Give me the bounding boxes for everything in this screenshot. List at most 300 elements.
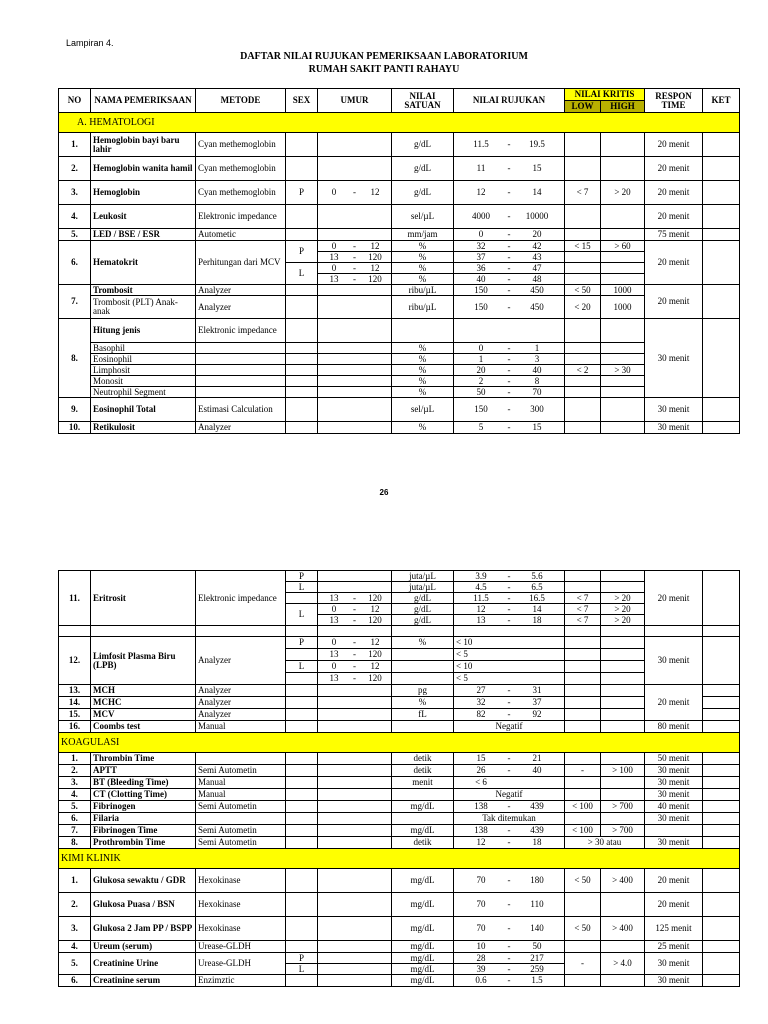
critical-low: < 15	[565, 241, 601, 252]
table-row	[59, 422, 740, 434]
reference-range	[454, 398, 565, 422]
critical-high	[601, 252, 645, 263]
table-row	[59, 343, 740, 354]
age-range	[318, 571, 392, 582]
age-range	[318, 319, 392, 343]
age-to: 12	[370, 240, 380, 251]
table-row	[59, 181, 740, 205]
reference-range: Tak ditemukan	[454, 813, 565, 825]
reference-range: Negatif	[454, 721, 565, 733]
reference-range	[454, 975, 565, 987]
unit: g/dL	[392, 133, 454, 157]
sex	[286, 893, 318, 917]
section-row	[59, 113, 740, 133]
range-dash: -	[507, 353, 511, 364]
table-row	[59, 975, 740, 987]
range-dash: -	[507, 899, 511, 909]
range-high-value: 110	[530, 899, 544, 909]
unit: %	[392, 263, 454, 274]
method: Elektronic impedance	[196, 205, 286, 229]
response-time: 25 menit	[645, 941, 703, 953]
response-time: 20 menit	[645, 869, 703, 893]
critical-high: > 700	[601, 801, 645, 813]
critical-high	[601, 263, 645, 274]
ket	[703, 917, 740, 941]
critical-low	[565, 709, 601, 721]
unit	[392, 789, 454, 801]
table-row	[59, 789, 740, 801]
critical-high: 1000	[601, 296, 645, 319]
method: Analyzer	[196, 422, 286, 434]
exam-name: Basophil	[91, 343, 196, 354]
document-title: DAFTAR NILAI RUJUKAN PEMERIKSAAN LABORATORIUM	[240, 51, 528, 62]
range-low-value: 0	[478, 342, 484, 353]
range-low-value: 13	[476, 614, 486, 625]
header-sex: SEX	[286, 89, 318, 113]
critical-values: > 30 atau	[565, 837, 645, 849]
table-row	[59, 398, 740, 422]
critical-low: < 50	[565, 285, 601, 296]
reference-range	[454, 285, 565, 296]
method: Analyzer	[196, 637, 286, 685]
age-from: 0	[331, 661, 337, 671]
range-dash: -	[507, 581, 511, 592]
unit: fL	[392, 709, 454, 721]
age-dash: -	[353, 673, 356, 683]
range-dash: -	[507, 404, 511, 414]
ket	[703, 789, 740, 801]
ket	[703, 777, 740, 789]
method: Semi Autometin	[196, 801, 286, 813]
row-number: 4.	[59, 205, 91, 229]
age-from: 13	[329, 673, 339, 683]
response-time: 30 menit	[645, 953, 703, 975]
critical-high	[601, 157, 645, 181]
range-high-value: 450	[530, 301, 544, 312]
unit: mg/dL	[392, 917, 454, 941]
age-dash: -	[353, 637, 356, 647]
exam-name: Glukosa 2 Jam PP / BSPP	[91, 917, 196, 941]
header-low: LOW	[565, 101, 601, 113]
sex	[286, 685, 318, 697]
critical-low	[565, 893, 601, 917]
sex	[286, 296, 318, 319]
age-range	[318, 376, 392, 387]
table-row	[59, 709, 740, 721]
method	[196, 365, 286, 376]
document-subtitle: RUMAH SAKIT PANTI RAHAYU	[308, 64, 460, 75]
range-low-value: 36	[476, 262, 486, 273]
critical-low	[565, 387, 601, 398]
range-low-value: 70	[476, 899, 486, 909]
response-time: 125 menit	[645, 917, 703, 941]
age-range	[318, 917, 392, 941]
unit: mg/dL	[392, 801, 454, 813]
row-number: 8.	[59, 837, 91, 849]
ket	[703, 893, 740, 917]
critical-low	[565, 157, 601, 181]
reference-range	[454, 229, 565, 241]
reference-range	[454, 582, 565, 593]
unit: mg/dL	[392, 893, 454, 917]
range-dash: -	[507, 753, 511, 763]
age-range	[318, 813, 392, 825]
range-low-value: < 6	[475, 777, 487, 787]
range-low-value: 39	[476, 963, 486, 974]
response-time: 20 menit	[645, 157, 703, 181]
row-number: 14.	[59, 697, 91, 709]
range-low-value: 4.5	[475, 581, 487, 592]
table-row	[59, 801, 740, 813]
critical-high: > 4.0	[601, 953, 645, 975]
range-high-value: 439	[530, 801, 544, 811]
age-to: 120	[368, 673, 382, 683]
critical-high	[601, 274, 645, 285]
header-no: NO	[59, 89, 91, 113]
reference-range	[454, 709, 565, 721]
sex: L	[286, 263, 318, 285]
response-time	[645, 825, 703, 837]
table-row	[59, 365, 740, 376]
range-dash: -	[507, 375, 511, 386]
response-time: 20 menit	[645, 285, 703, 319]
unit: sel/µL	[392, 398, 454, 422]
critical-low	[565, 571, 601, 582]
age-from: 0	[331, 603, 337, 614]
sex	[286, 398, 318, 422]
table-row	[59, 777, 740, 789]
critical-high	[601, 571, 645, 582]
unit: mm/jam	[392, 229, 454, 241]
range-high-value	[514, 778, 560, 787]
method: Hexokinase	[196, 869, 286, 893]
unit: menit	[392, 777, 454, 789]
range-dash: -	[507, 685, 511, 695]
row-number: 3.	[59, 777, 91, 789]
critical-low	[565, 975, 601, 987]
age-range	[318, 941, 392, 953]
range-high-value: 19.5	[529, 139, 545, 149]
row-number: 4.	[59, 941, 91, 953]
age-to: 12	[370, 661, 380, 671]
range-dash: -	[507, 422, 511, 432]
critical-low	[565, 685, 601, 697]
method	[196, 354, 286, 365]
range-low-value: 70	[476, 875, 486, 885]
sex	[286, 387, 318, 398]
age-range	[318, 789, 392, 801]
exam-name: Filaria	[91, 813, 196, 825]
ket	[703, 765, 740, 777]
range-high-value: 180	[530, 875, 544, 885]
reference-range	[454, 869, 565, 893]
critical-high	[601, 626, 645, 637]
table-row	[59, 157, 740, 181]
table-row	[59, 697, 740, 709]
range-low-value: 10	[476, 941, 486, 951]
critical-high: > 20	[601, 615, 645, 626]
ket	[703, 697, 740, 709]
ket	[703, 422, 740, 434]
method: Hexokinase	[196, 917, 286, 941]
critical-low	[565, 263, 601, 274]
critical-low	[565, 697, 601, 709]
exam-name: Eritrosit	[91, 571, 196, 626]
range-dash: -	[507, 923, 511, 933]
sex	[286, 917, 318, 941]
critical-low	[565, 133, 601, 157]
unit: mg/dL	[392, 869, 454, 893]
table-row	[59, 953, 740, 964]
critical-low	[565, 789, 601, 801]
exam-name: Limphosit	[91, 365, 196, 376]
exam-name: Trombosit	[91, 285, 196, 296]
range-low-value: 12	[476, 603, 486, 614]
range-dash: -	[507, 709, 511, 719]
ket	[703, 229, 740, 241]
range-high-value: 21	[532, 753, 542, 763]
age-range	[318, 296, 392, 319]
response-time: 75 menit	[645, 229, 703, 241]
ket	[703, 753, 740, 765]
method: Perhitungan dari MCV	[196, 241, 286, 285]
method: Urease-GLDH	[196, 941, 286, 953]
reference-range: < 5	[454, 649, 565, 661]
reference-range	[454, 422, 565, 434]
critical-high	[601, 893, 645, 917]
reference-range: < 10	[454, 637, 565, 649]
age-range	[318, 343, 392, 354]
reference-range	[454, 917, 565, 941]
unit	[392, 649, 454, 661]
age-to: 12	[370, 187, 380, 197]
reference-range	[454, 953, 565, 964]
age-from: 0	[331, 637, 337, 647]
ket	[703, 825, 740, 837]
unit: g/dL	[392, 604, 454, 615]
sex	[286, 975, 318, 987]
sex: L	[286, 964, 318, 975]
age-range	[318, 205, 392, 229]
critical-low	[565, 422, 601, 434]
exam-name: Thrombin Time	[91, 753, 196, 765]
critical-high	[601, 649, 645, 661]
header-ket: KET	[703, 89, 740, 113]
header-kritis: NILAI KRITIS	[565, 89, 645, 101]
critical-high	[601, 789, 645, 801]
critical-high: 1000	[601, 285, 645, 296]
response-time: 30 menit	[645, 789, 703, 801]
range-high-value: 300	[530, 404, 544, 414]
table-row	[59, 637, 740, 649]
table-row	[59, 685, 740, 697]
row-number: 5.	[59, 229, 91, 241]
lampiran-label: Lampiran 4.	[66, 38, 114, 48]
sex	[286, 626, 318, 637]
exam-name: Creatinine serum	[91, 975, 196, 987]
range-high-value: 439	[530, 825, 544, 835]
critical-low: < 2	[565, 365, 601, 376]
reference-range	[454, 615, 565, 626]
ket	[703, 285, 740, 319]
header-rujukan: NILAI RUJUKAN	[454, 89, 565, 113]
age-range	[318, 422, 392, 434]
unit: %	[392, 376, 454, 387]
range-high-value: 20	[532, 229, 542, 239]
exam-name: Retikulosit	[91, 422, 196, 434]
critical-low	[565, 582, 601, 593]
response-time: 40 menit	[645, 801, 703, 813]
range-dash: -	[507, 975, 511, 985]
range-high-value: 31	[532, 685, 542, 695]
critical-low: < 7	[565, 604, 601, 615]
age-range	[318, 685, 392, 697]
section-title: A. HEMATOLOGI	[59, 113, 740, 133]
unit: detik	[392, 753, 454, 765]
critical-high: > 30	[601, 365, 645, 376]
sex	[286, 721, 318, 733]
age-range	[318, 615, 392, 626]
exam-name: Ureum (serum)	[91, 941, 196, 953]
unit: juta/µL	[392, 582, 454, 593]
sex	[286, 789, 318, 801]
critical-low	[565, 941, 601, 953]
unit: mg/dL	[392, 953, 454, 964]
reference-range	[454, 274, 565, 285]
reference-range	[454, 801, 565, 813]
ket	[703, 626, 740, 637]
table-row	[59, 229, 740, 241]
table-row	[59, 285, 740, 296]
unit: juta/µL	[392, 571, 454, 582]
sex	[286, 765, 318, 777]
range-dash: -	[507, 240, 511, 251]
reference-range	[454, 765, 565, 777]
critical-high: > 20	[601, 604, 645, 615]
sex	[286, 354, 318, 365]
row-number: 15.	[59, 709, 91, 721]
range-high-value: 1.5	[531, 975, 543, 985]
range-low-value: 150	[474, 301, 488, 312]
response-time: 80 menit	[645, 721, 703, 733]
unit: %	[392, 354, 454, 365]
lab-reference-table-page2	[58, 570, 740, 987]
range-high-value: 37	[532, 697, 542, 707]
range-low-value: 11.5	[473, 592, 489, 603]
method: Manual	[196, 777, 286, 789]
ket	[703, 398, 740, 422]
age-range	[318, 354, 392, 365]
range-high-value: 450	[530, 284, 544, 295]
critical-high	[601, 229, 645, 241]
critical-high: > 400	[601, 917, 645, 941]
sex: P	[286, 953, 318, 964]
method: Analyzer	[196, 285, 286, 296]
range-low-value: 40	[476, 273, 486, 284]
age-dash: -	[353, 273, 356, 284]
response-time: 20 menit	[645, 571, 703, 626]
critical-high	[601, 661, 645, 673]
ket	[703, 571, 740, 626]
unit: %	[392, 697, 454, 709]
sex	[286, 697, 318, 709]
age-range	[318, 825, 392, 837]
exam-name: Glukosa sewaktu / GDR	[91, 869, 196, 893]
range-dash: -	[507, 837, 511, 847]
range-high-value: 5.6	[531, 570, 543, 581]
unit	[392, 319, 454, 343]
row-number: 12.	[59, 637, 91, 685]
age-from: 13	[329, 649, 339, 659]
range-low-value: 20	[476, 364, 486, 375]
range-low-value: 82	[476, 709, 486, 719]
range-dash: -	[507, 342, 511, 353]
method: Cyan methemoglobin	[196, 181, 286, 205]
row-number: 8.	[59, 319, 91, 398]
sex	[286, 825, 318, 837]
range-low-value: 150	[474, 404, 488, 414]
range-high-value: 1	[534, 342, 540, 353]
age-range	[318, 241, 392, 252]
age-from: 13	[329, 614, 339, 625]
ket	[703, 241, 740, 285]
ket	[703, 133, 740, 157]
method: Manual	[196, 789, 286, 801]
sex: P	[286, 637, 318, 649]
sex	[286, 837, 318, 849]
range-low-value: 5	[478, 422, 484, 432]
sex	[286, 869, 318, 893]
critical-high	[601, 975, 645, 987]
reference-range	[454, 354, 565, 365]
method	[196, 343, 286, 354]
critical-high: > 20	[601, 181, 645, 205]
sex: P	[286, 181, 318, 205]
method: Analyzer	[196, 709, 286, 721]
exam-name: Fibrinogen Time	[91, 825, 196, 837]
section-title: KOAGULASI	[59, 733, 740, 753]
sex	[286, 365, 318, 376]
age-range	[318, 582, 392, 593]
age-range	[318, 387, 392, 398]
critical-high	[601, 133, 645, 157]
sex: L	[286, 661, 318, 673]
method	[196, 813, 286, 825]
table-row	[59, 376, 740, 387]
age-range	[318, 869, 392, 893]
range-low-value: 138	[474, 825, 488, 835]
table-row	[59, 133, 740, 157]
sex	[286, 157, 318, 181]
critical-high	[601, 354, 645, 365]
reference-range	[454, 365, 565, 376]
reference-range	[454, 753, 565, 765]
range-dash: -	[507, 251, 511, 262]
table-row	[59, 893, 740, 917]
ket	[703, 813, 740, 825]
method	[196, 376, 286, 387]
header-respon: RESPON TIME	[645, 89, 703, 113]
age-dash: -	[353, 614, 356, 625]
age-dash: -	[353, 187, 356, 197]
critical-high	[601, 777, 645, 789]
exam-name: BT (Bleeding Time)	[91, 777, 196, 789]
sex: L	[286, 604, 318, 626]
range-low-value: 138	[474, 801, 488, 811]
range-low-value: 15	[476, 753, 486, 763]
reference-range	[454, 593, 565, 604]
unit: %	[392, 343, 454, 354]
